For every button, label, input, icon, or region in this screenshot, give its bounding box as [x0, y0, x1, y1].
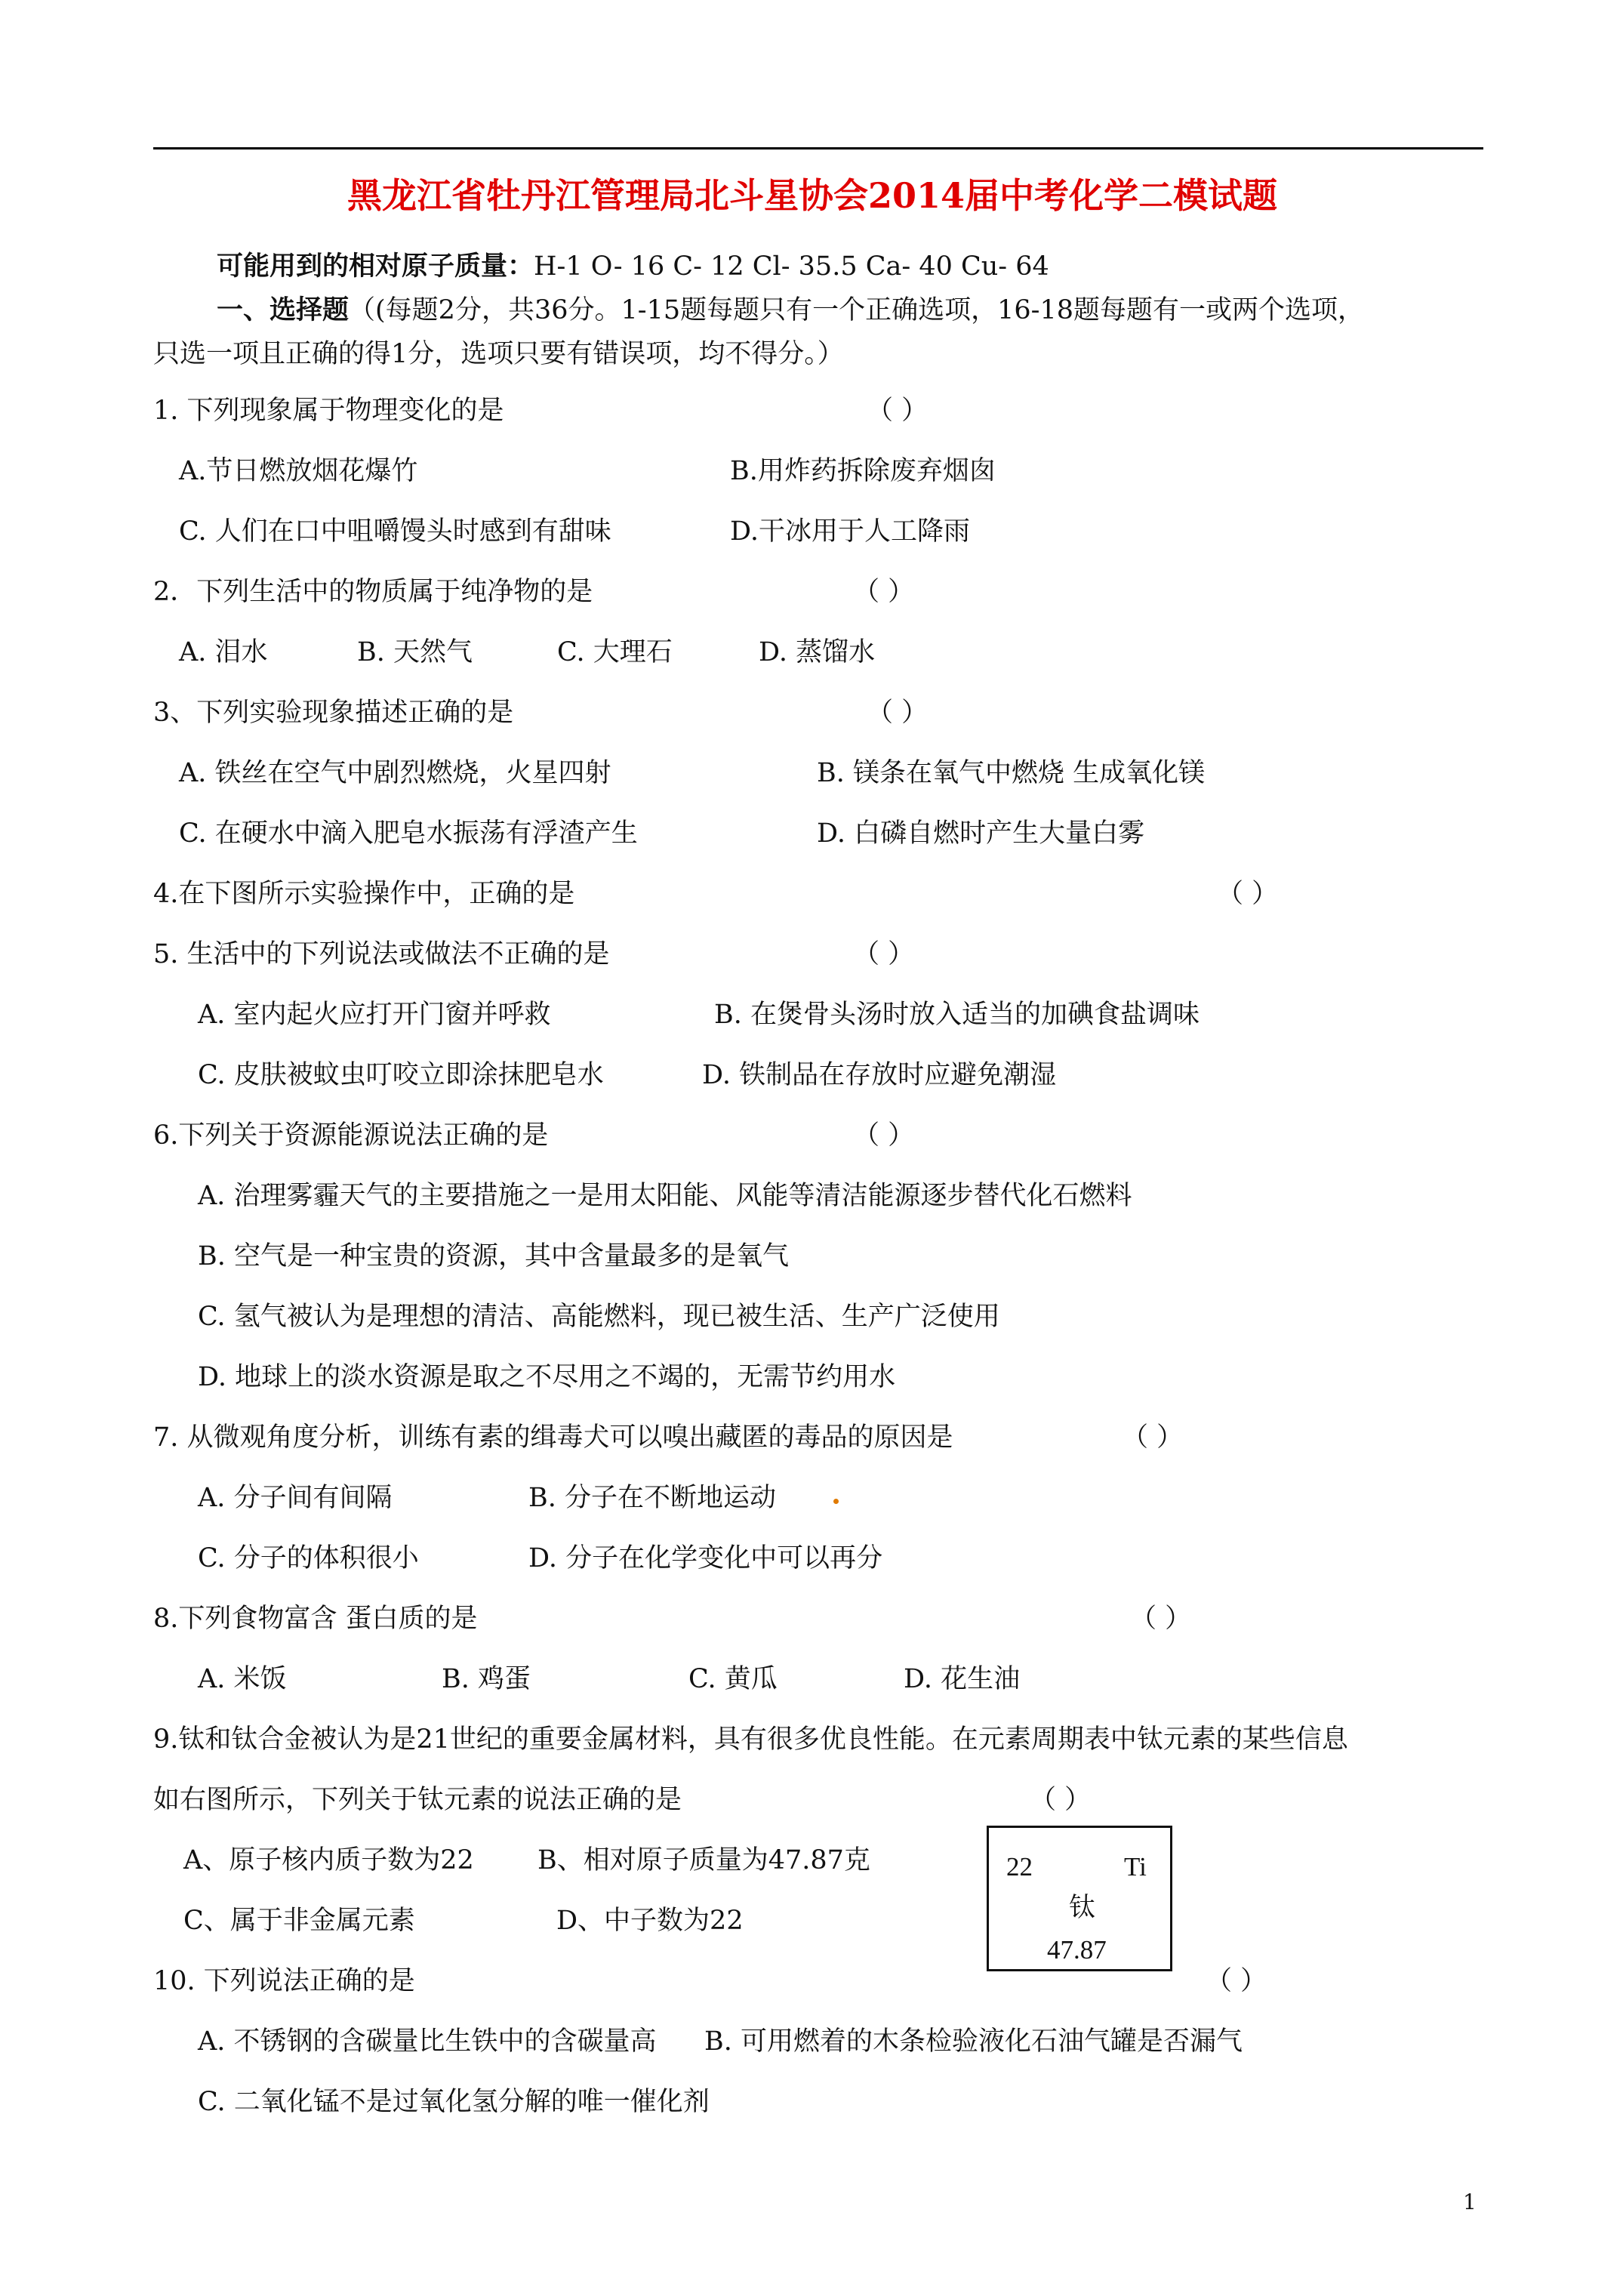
question-9-option-c: C、属于非金属元素: [183, 1906, 415, 1936]
question-9-stem-2: 如右图所示，下列关于钛元素的说法正确的是: [153, 1785, 682, 1815]
question-8-option-c: C. 黄瓜: [688, 1664, 778, 1694]
question-2-option-c: C. 大理石: [557, 637, 673, 667]
question-10-stem: 10. 下列说法正确的是: [153, 1966, 415, 1996]
titanium-element-card: [987, 1826, 1172, 1971]
question-10-option-a: A. 不锈钢的含碳量比生铁中的含碳量高: [198, 2026, 657, 2057]
element-name: 钛: [1069, 1893, 1096, 1922]
question-8-stem: 8.下列食物富含 蛋白质的是: [153, 1604, 478, 1634]
question-1-option-b: B.用炸药拆除废弃烟囱: [730, 456, 996, 486]
page-number: 1: [1463, 2190, 1477, 2214]
question-7-stem: 7. 从微观角度分析，训练有素的缉毒犬可以嗅出藏匿的毒品的原因是: [153, 1422, 953, 1453]
question-3-option-a: A. 铁丝在空气中剧烈燃烧，火星四射: [179, 758, 611, 788]
question-3-option-c: C. 在硬水中滴入肥皂水振荡有浮渣产生: [179, 818, 638, 849]
question-7-bracket: （ ）: [1122, 1422, 1184, 1453]
element-symbol: Ti: [1124, 1852, 1147, 1881]
question-4-bracket: （ ）: [1217, 879, 1279, 909]
section1-line: [217, 292, 1364, 328]
header-rule: [153, 147, 1483, 149]
question-1-option-a: A.节日燃放烟花爆竹: [179, 456, 418, 486]
question-2-option-b: B. 天然气: [357, 637, 473, 667]
section1-heading: 一、选择题: [217, 294, 350, 325]
atomic-mass-line: [217, 248, 1049, 285]
question-8-option-b: B. 鸡蛋: [442, 1664, 531, 1694]
element-atomic-mass: 47.87: [1047, 1935, 1107, 1965]
question-8-bracket: （ ）: [1130, 1604, 1192, 1634]
section1-note: （(每题2分，共36分。1-15题每题只有一个正确选项，16-18题每题有一或两个选项，: [349, 295, 1365, 325]
orange-dot-mark: [833, 1499, 839, 1504]
question-4-stem: 4.在下图所示实验操作中，正确的是: [153, 879, 575, 909]
question-9-option-a: A、原子核内质子数为22: [183, 1845, 474, 1875]
question-8-option-a: A. 米饭: [198, 1664, 287, 1694]
question-7-option-c: C. 分子的体积很小: [198, 1543, 419, 1573]
question-1-stem: 1. 下列现象属于物理变化的是: [153, 396, 504, 426]
question-9-option-b: B、相对原子质量为47.87克: [537, 1845, 870, 1875]
question-6-option-c: C. 氢气被认为是理想的清洁、高能燃料，现已被生活、生产广泛使用: [198, 1302, 1000, 1332]
question-9-stem: 9.钛和钛合金被认为是21世纪的重要金属材料，具有很多优良性能。在元素周期表中钛元素的某些信息: [153, 1724, 1348, 1755]
question-1-bracket: （ ）: [867, 396, 929, 426]
question-5-option-b: B. 在煲骨头汤时放入适当的加碘食盐调味: [714, 1000, 1200, 1030]
question-5-option-a: A. 室内起火应打开门窗并呼救: [198, 1000, 551, 1030]
question-10-option-c: C. 二氧化锰不是过氧化氢分解的唯一催化剂: [198, 2087, 710, 2117]
question-2-bracket: （ ）: [853, 577, 915, 607]
question-6-bracket: （ ）: [853, 1120, 915, 1151]
question-9-option-d: D、中子数为22: [556, 1906, 744, 1936]
question-1-option-c: C. 人们在口中咀嚼馒头时感到有甜味: [179, 516, 611, 547]
question-5-stem: 5. 生活中的下列说法或做法不正确的是: [153, 939, 610, 969]
question-7-option-d: D. 分子在化学变化中可以再分: [528, 1543, 883, 1573]
question-10-option-b: B. 可用燃着的木条检验液化石油气罐是否漏气: [704, 2026, 1243, 2057]
question-3-option-b: B. 镁条在氧气中燃烧 生成氧化镁: [817, 758, 1206, 788]
atomic-mass-label: 可能用到的相对原子质量：: [217, 251, 534, 282]
question-8-option-d: D. 花生油: [904, 1664, 1021, 1694]
atomic-mass-values: H-1 O- 16 C- 12 Cl- 35.5 Ca- 40 Cu- 64: [534, 251, 1049, 282]
question-5-option-d: D. 铁制品在存放时应避免潮湿: [702, 1060, 1057, 1090]
question-5-option-c: C. 皮肤被蚊虫叮咬立即涂抹肥皂水: [198, 1060, 604, 1090]
question-2-option-d: D. 蒸馏水: [759, 637, 876, 667]
question-6-option-d: D. 地球上的淡水资源是取之不尽用之不竭的，无需节约用水: [198, 1362, 896, 1392]
question-9-bracket: （ ）: [1030, 1785, 1092, 1815]
question-3-stem: 3、下列实验现象描述正确的是: [153, 698, 514, 728]
question-6-stem: 6.下列关于资源能源说法正确的是: [153, 1120, 549, 1151]
question-6-option-b: B. 空气是一种宝贵的资源，其中含量最多的是氧气: [198, 1241, 789, 1271]
question-10-bracket: （ ）: [1206, 1966, 1267, 1996]
question-3-bracket: （ ）: [867, 698, 929, 728]
question-1-option-d: D.干冰用于人工降雨: [730, 516, 970, 547]
question-7-option-a: A. 分子间有间隔: [198, 1483, 393, 1513]
question-5-bracket: （ ）: [853, 939, 915, 969]
question-3-option-d: D. 白磷自燃时产生大量白雾: [817, 818, 1145, 849]
question-7-option-b: B. 分子在不断地运动: [528, 1483, 776, 1513]
question-2-stem: 2．下列生活中的物质属于纯净物的是: [153, 577, 593, 607]
question-2-option-a: A. 泪水: [179, 637, 268, 667]
question-6-option-a: A. 治理雾霾天气的主要措施之一是用太阳能、风能等清洁能源逐步替代化石燃料: [198, 1181, 1132, 1211]
page-title: 黑龙江省牡丹江管理局北斗星协会2014届中考化学二模试题: [347, 175, 1278, 216]
section1-note-2: 只选一项且正确的得1分，选项只要有错误项，均不得分。）: [153, 339, 844, 369]
element-atomic-number: 22: [1006, 1852, 1033, 1881]
